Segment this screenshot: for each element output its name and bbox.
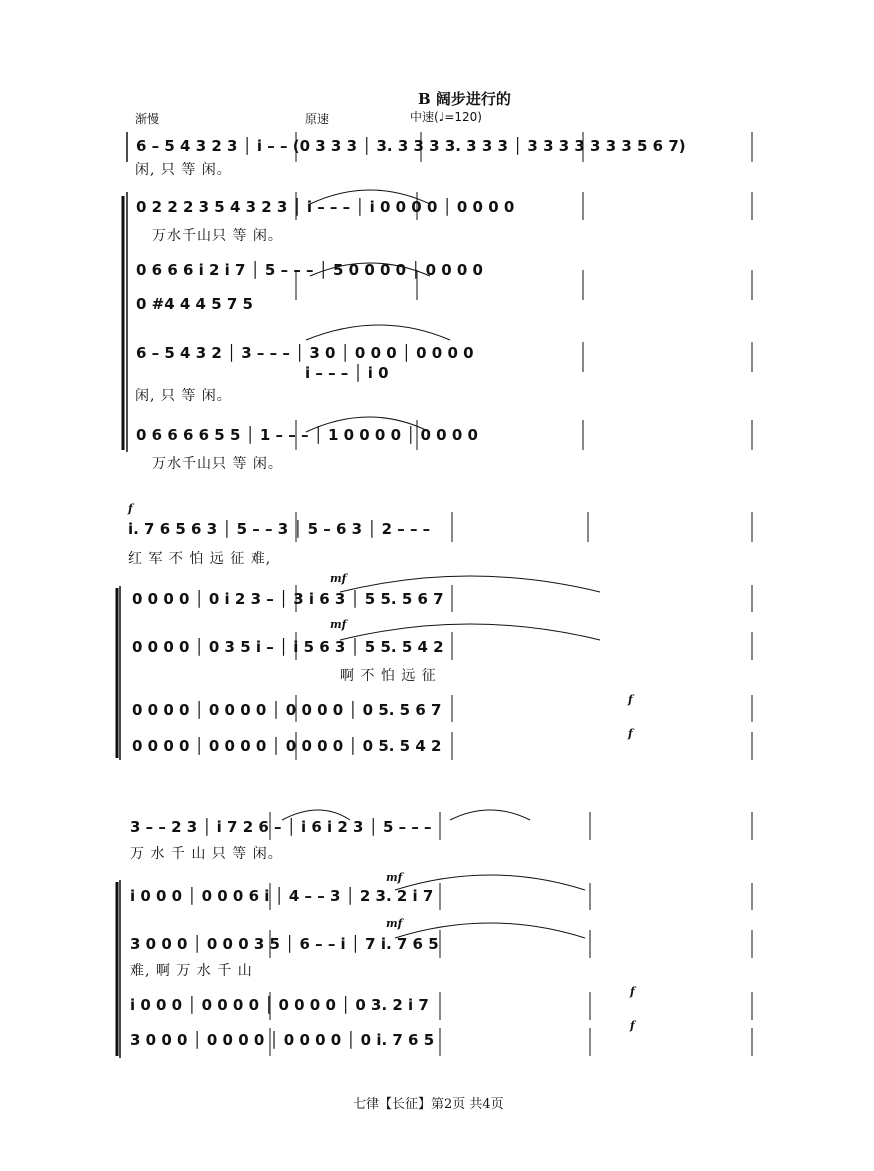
staff-notes: 6 – 5 4 3 2 │ 3 – – – │ 3 0 │ 0 0 0 │ 0 0 0 0 xyxy=(136,344,474,362)
tempo-mark: 原速 xyxy=(305,112,330,126)
dynamic-mark: f xyxy=(628,693,633,706)
staff-lyrics: 万水千山只 等 闲。 xyxy=(152,228,283,244)
staff-notes: 0 6 6 6 i 2 i 7 │ 5 – – – │ 5 0 0 0 0 │ 0 0 0 0 xyxy=(136,261,483,279)
staff-notes: i 0 0 0 │ 0 0 0 0 │ 0 0 0 0 │ 0 3. 2 i 7 xyxy=(130,996,429,1014)
dynamic-mark: f xyxy=(128,502,133,515)
staff-notes: 0 2 2 2 3 5 4 3 2 3 │ i – – – │ i 0 0 0 0 │ 0 0 0 0 xyxy=(136,198,515,216)
staff-notes: 3 0 0 0 │ 0 0 0 0 │ 0 0 0 0 │ 0 i. 7 6 5 xyxy=(130,1031,435,1049)
staff-notes-lower: 0 #4 4 4 5 7 5 xyxy=(136,295,253,313)
staff-notes: 3 0 0 0 │ 0 0 0 3 5 │ 6 – – i │ 7 i. 7 6 5 xyxy=(130,935,439,953)
dynamic-mark: f xyxy=(630,985,635,998)
staff-notes-lower: i – – – │ i 0 xyxy=(305,364,389,382)
system-3-lines xyxy=(117,810,752,1058)
staff-lyrics: 万水千山只 等 闲。 xyxy=(152,456,283,472)
dynamic-mark: mf xyxy=(386,871,403,884)
staff-notes: 0 0 0 0 │ 0 i 2 3 – │ 3 i 6 3 │ 5 5. 5 6 7 xyxy=(132,590,444,608)
dynamic-mark: f xyxy=(630,1019,635,1032)
staff-lyrics: 啊 不 怕 远 征 xyxy=(340,668,437,684)
staff-notes: i 0 0 0 │ 0 0 0 6 i │ 4 – – 3 │ 2 3. 2 i 7 xyxy=(130,887,434,905)
dynamic-mark: f xyxy=(628,727,633,740)
staff-notes: 3 – – 2 3 │ i 7 2 6 – │ i 6 i 2 3 │ 5 – – – xyxy=(130,818,432,836)
staff-lyrics: 红 军 不 怕 远 征 难, xyxy=(128,551,272,567)
staff-lyrics: 闲, 只 等 闲。 xyxy=(135,162,232,178)
staff-lyrics: 闲, 只 等 闲。 xyxy=(135,388,232,404)
speed-mark: 中速(♩=120) xyxy=(410,110,482,124)
staff-notes: 0 0 0 0 │ 0 0 0 0 │ 0 0 0 0 │ 0 5. 5 6 7 xyxy=(132,701,442,719)
page-footer: 七律【长征】第2页 共4页 xyxy=(353,1097,504,1112)
staff-notes: i. 7 6 5 6 3 │ 5 – – 3 │ 5 – 6 3 │ 2 – – – xyxy=(128,520,431,538)
system-2-lines xyxy=(117,512,752,760)
dynamic-mark: mf xyxy=(330,572,347,585)
staff-notes: 0 0 0 0 │ 0 0 0 0 │ 0 0 0 0 │ 0 5. 5 4 2 xyxy=(132,737,442,755)
staff-notes: 6 – 5 4 3 2 3 │ i – – (0 3 3 3 │ 3. 3 3 3 3. 3 3 3 │ 3 3 3 3 3 3 3 5 6 7) xyxy=(136,137,686,155)
staff-notes: 0 0 0 0 │ 0 3 5 i – │ i 5 6 3 │ 5 5. 5 4 2 xyxy=(132,638,444,656)
dynamic-mark: mf xyxy=(330,618,347,631)
rit-mark: 渐慢 xyxy=(135,112,160,126)
staff-lyrics: 难, 啊 万 水 千 山 xyxy=(130,963,253,979)
staff-lyrics: 万 水 千 山 只 等 闲。 xyxy=(130,846,283,862)
section-title: B 阔步进行的 xyxy=(418,90,511,108)
system-1-lines xyxy=(123,132,752,452)
staff-notes: 0 6 6 6 6 5 5 │ 1 – – – │ 1 0 0 0 0 │ 0 0 0 0 xyxy=(136,426,478,444)
dynamic-mark: mf xyxy=(386,917,403,930)
